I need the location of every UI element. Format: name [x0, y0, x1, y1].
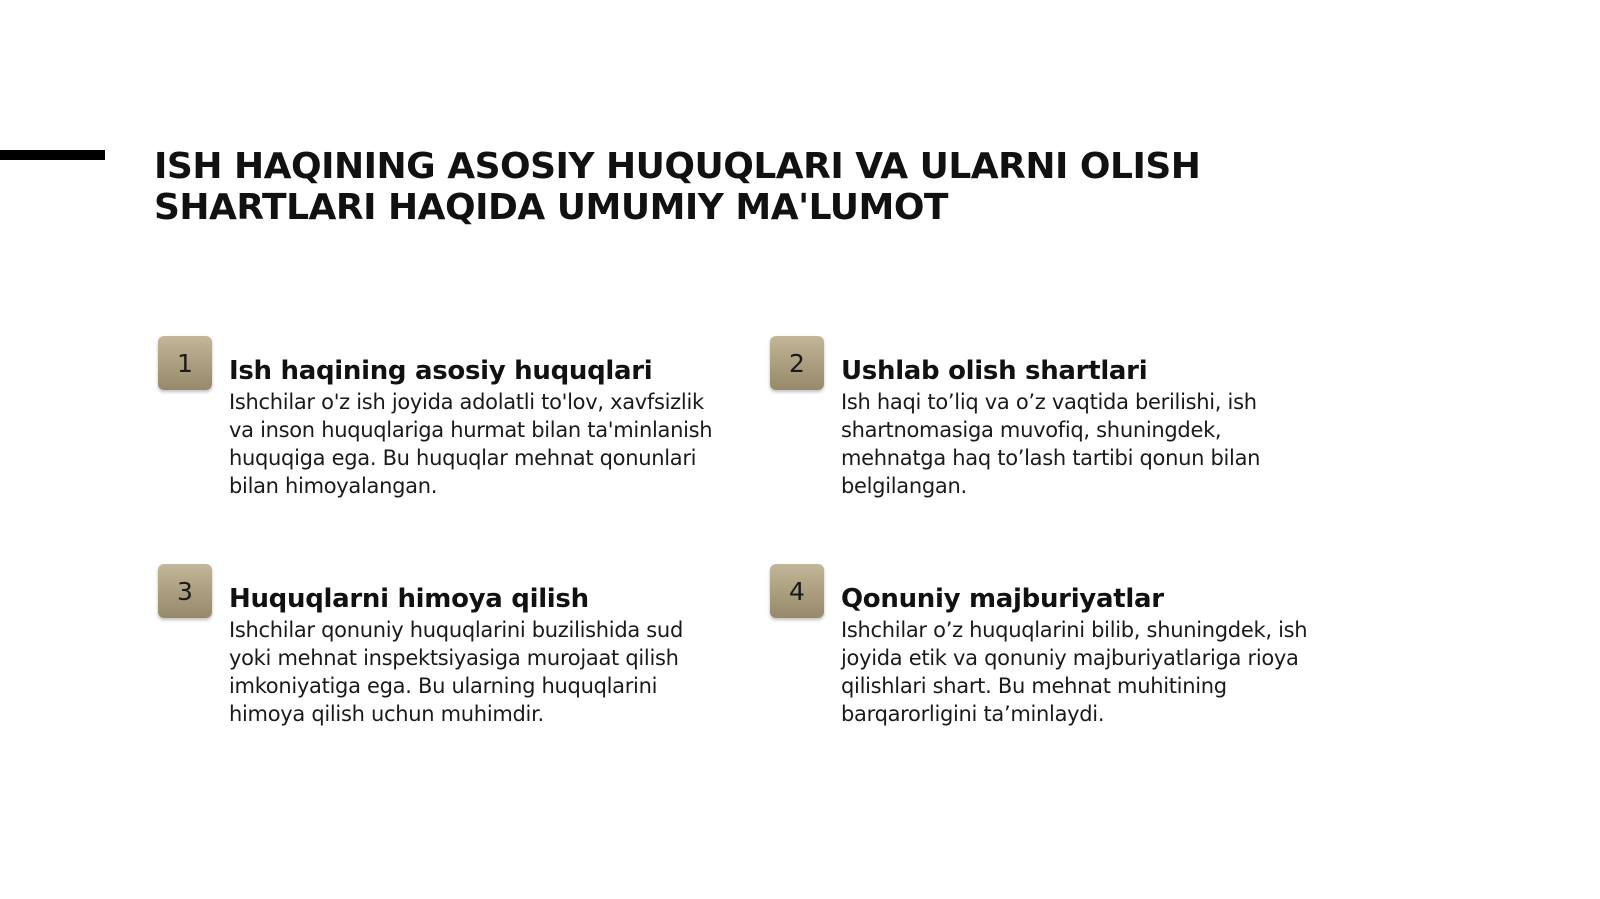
- card-body-line: yoki mehnat inspektsiyasiga murojaat qilish: [229, 646, 679, 670]
- card-body-line: mehnatga haq to’lash tartibi qonun bilan: [841, 446, 1261, 470]
- card-body: [229, 616, 759, 728]
- number-badge: 3: [158, 564, 212, 618]
- card-body-line: imkoniyatiga ega. Bu ularning huquqlarini: [229, 674, 658, 698]
- slide-title-line: ISH HAQINING ASOSIY HUQUQLARI VA ULARNI OLISH: [154, 146, 1201, 187]
- card-body: [841, 388, 1371, 500]
- card-body-line: va inson huquqlariga hurmat bilan ta'minlanish: [229, 418, 713, 442]
- card-body-line: huquqiga ega. Bu huquqlar mehnat qonunlari: [229, 446, 697, 470]
- card-body-line: Ishchilar o’z huquqlarini bilib, shuningdek, ish: [841, 618, 1308, 642]
- card-body: [229, 388, 759, 500]
- card-heading: Qonuniy majburiyatlar: [841, 584, 1164, 614]
- number-badge: 1: [158, 336, 212, 390]
- card-heading: Ish haqining asosiy huquqlari: [229, 356, 653, 386]
- card-heading: Ushlab olish shartlari: [841, 356, 1148, 386]
- card-body-line: Ish haqi to’liq va o’z vaqtida berilishi, ish: [841, 390, 1257, 414]
- card-body-line: joyida etik va qonuniy majburiyatlariga rioya: [841, 646, 1299, 670]
- card-body: [841, 616, 1371, 728]
- card-body-line: shartnomasiga muvofiq, shuningdek,: [841, 418, 1222, 442]
- card-body-line: Ishchilar qonuniy huquqlarini buzilishida sud: [229, 618, 683, 642]
- card-body-line: bilan himoyalangan.: [229, 474, 438, 498]
- card-body-line: himoya qilish uchun muhimdir.: [229, 702, 544, 726]
- slide-title-line: SHARTLARI HAQIDA UMUMIY MA'LUMOT: [154, 187, 948, 228]
- title-accent-bar: [0, 150, 105, 160]
- card-body-line: qilishlari shart. Bu mehnat muhitining: [841, 674, 1227, 698]
- card-body-line: belgilangan.: [841, 474, 967, 498]
- card-heading: Huquqlarni himoya qilish: [229, 584, 589, 614]
- card-body-line: Ishchilar o'z ish joyida adolatli to'lov, xavfsizlik: [229, 390, 704, 414]
- number-badge: 4: [770, 564, 824, 618]
- number-badge: 2: [770, 336, 824, 390]
- card-body-line: barqarorligini ta’minlaydi.: [841, 702, 1105, 726]
- slide-title: [154, 146, 1454, 228]
